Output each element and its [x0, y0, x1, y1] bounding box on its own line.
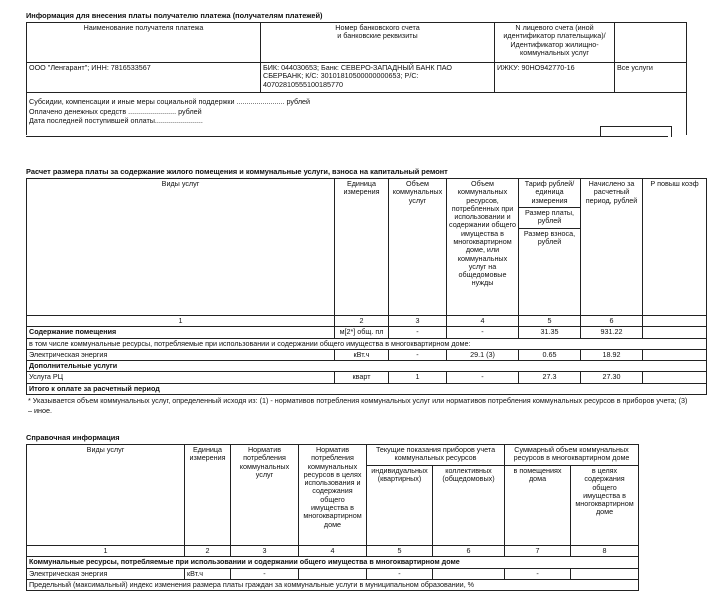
ref-service-header: Виды услуг: [27, 445, 185, 546]
unit-header: Единица измерения: [335, 179, 389, 316]
ref-colnum-6: 6: [433, 546, 505, 557]
row-unit: кварт: [335, 372, 389, 383]
colnum-7: [643, 316, 707, 327]
section2-title: Расчет размера платы за содержание жилого помещения и коммунальные услуги, взноса на капитальный ремонт: [26, 167, 448, 176]
colnum-4: 4: [447, 316, 519, 327]
incl-note: в том числе коммунальные ресурсы, потребляемые при использовании и содержании общего имущества в многоквартирном доме:: [27, 338, 707, 349]
table-row: [27, 338, 707, 349]
bank-value: БИК: 044030653; Банк: СЕВЕРО-ЗАПАДНЫЙ БАНК ПАО СБЕРБАНК; К/С: 30101810500000000653; Р/С: 40702810555100185770: [261, 63, 495, 93]
colnum-1: 1: [27, 316, 335, 327]
ref-row-c5: -: [367, 568, 433, 579]
services-value: Все услуги: [615, 63, 687, 93]
ref-total-volume-header: Суммарный объем коммунальных ресурсов в многоквартирном доме: [505, 445, 639, 466]
row-coef: [643, 349, 707, 360]
contrib-size-header: Размер взноса, рублей: [519, 229, 581, 316]
volume-header: Объем коммунальных услуг: [389, 179, 447, 316]
payment-notes: [27, 93, 687, 135]
service-header: Виды услуг: [27, 179, 335, 316]
ref-for-common-header: в целях содержания общего имущества в многоквартирном доме: [571, 466, 639, 546]
tariff-header: Тариф рублей/ единица измерения: [519, 179, 581, 208]
row-volume: 1: [389, 372, 447, 383]
fee-size-header: Размер платы, рублей: [519, 208, 581, 229]
charges-table: [26, 178, 707, 395]
ref-group-title: Коммунальные ресурсы, потребляемые при использовании и содержании общего имущества в многоквартирном доме: [27, 557, 639, 568]
row-unit: м[2*] общ. пл: [335, 327, 389, 338]
ref-colnum-4: 4: [299, 546, 367, 557]
row-charged: 931.22: [581, 327, 643, 338]
ref-in-premises-header: в помещениях дома: [505, 466, 571, 546]
section1-bottom-rule: [26, 136, 668, 137]
ref-row-c3: -: [231, 568, 299, 579]
charged-header: Начислено за расчетный период, рублей: [581, 179, 643, 316]
table-row: [27, 361, 707, 372]
col-bank-header: Номер банковского счета и банковские реквизиты: [261, 23, 495, 63]
additional-services: Дополнительные услуги: [27, 361, 707, 372]
table-row: [27, 557, 639, 568]
row-tariff: 27.3: [519, 372, 581, 383]
ref-row-c4: [299, 568, 367, 579]
row-name: Электрическая энергия: [27, 349, 335, 360]
col-recipient-header: Наименование получателя платежа: [27, 23, 261, 63]
payment-recipient-table: [26, 22, 687, 135]
ref-meters-header: Текущие показания приборов учета коммунальных ресурсов: [367, 445, 505, 466]
ref-row-unit: кВт.ч: [185, 568, 231, 579]
paid-line: Оплачено денежных средств ........................ рублей: [29, 106, 202, 116]
colnum-5: 5: [519, 316, 581, 327]
row-name: Содержание помещения: [27, 327, 335, 338]
ref-colnum-2: 2: [185, 546, 231, 557]
row-common: 29.1 (3): [447, 349, 519, 360]
colnum-3: 3: [389, 316, 447, 327]
ref-norm-services-header: Норматив потребления коммунальных услуг: [231, 445, 299, 546]
ref-index-note: Предельный (максимальный) индекс изменения размера платы граждан за коммунальные услуги в муниципальном образовании, %: [27, 579, 639, 590]
ref-row-c7: -: [505, 568, 571, 579]
table-row: [27, 579, 639, 590]
total-row: Итого к оплате за расчетный период: [27, 383, 707, 394]
recipient-value: ООО "Ленгарант"; ИНН: 7816533567: [27, 63, 261, 93]
ref-colnum-8: 8: [571, 546, 639, 557]
table-row: [27, 349, 707, 360]
ref-colnum-1: 1: [27, 546, 185, 557]
row-coef: [643, 372, 707, 383]
table-row: [27, 372, 707, 383]
row-common: -: [447, 327, 519, 338]
row-charged: 18.92: [581, 349, 643, 360]
table-row: [27, 568, 639, 579]
row-volume: -: [389, 327, 447, 338]
table-row: [27, 327, 707, 338]
col-account-header: N лицевого счета (иной идентификатор плательщика)/ Идентификатор жилищно-коммунальных услуг: [495, 23, 615, 63]
row-unit: кВт.ч: [335, 349, 389, 360]
colnum-6: 6: [581, 316, 643, 327]
subsidies-line: Субсидии, компенсации и иные меры социальной поддержки ........................ рублей: [29, 97, 311, 106]
ref-colnum-3: 3: [231, 546, 299, 557]
ref-colnum-7: 7: [505, 546, 571, 557]
reference-table: [26, 444, 639, 591]
row-volume: -: [389, 349, 447, 360]
ref-norm-resources-header: Норматив потребления коммунальных ресурсов в целях использования и содержания общего имущества в многоквартирном доме: [299, 445, 367, 546]
row-name: Услуга РЦ: [27, 372, 335, 383]
ref-row-name: Электрическая энергия: [27, 568, 185, 579]
section1-title: Информация для внесения платы получателю платежа (получателям платежей): [26, 11, 323, 20]
row-tariff: 0.65: [519, 349, 581, 360]
coef-header: Р повыш коэф: [643, 179, 707, 316]
colnum-2: 2: [335, 316, 389, 327]
table-row: [27, 383, 707, 394]
row-charged: 27.30: [581, 372, 643, 383]
volume-common-header: Объем коммунальных ресурсов, потребленных при использовании и содержании общего имущества в многоквартирном доме, или коммунальных услуг на общедомовые нужды: [447, 179, 519, 316]
ref-individual-header: индивидуальных (квартирных): [367, 466, 433, 546]
col-empty-header: [615, 23, 687, 63]
ref-colnum-5: 5: [367, 546, 433, 557]
section3-title: Справочная информация: [26, 433, 120, 442]
last-payment-line: Дата последней поступившей оплаты........................: [29, 116, 203, 126]
row-tariff: 31.35: [519, 327, 581, 338]
row-common: -: [447, 372, 519, 383]
ref-unit-header: Единица измерения: [185, 445, 231, 546]
footnote: * Указывается объем коммунальных услуг, определенный исходя из: (1) - нормативов потребления коммунальных услуг или нормативов потребления коммунальных ресурсов в приборов учета; (3) – иное.: [28, 396, 688, 415]
ref-row-c6: [433, 568, 505, 579]
account-value: ИЖКУ: 90НО942770-16: [495, 63, 615, 93]
ref-row-c8: [571, 568, 639, 579]
ref-collective-header: коллективных (общедомовых): [433, 466, 505, 546]
row-coef: [643, 327, 707, 338]
